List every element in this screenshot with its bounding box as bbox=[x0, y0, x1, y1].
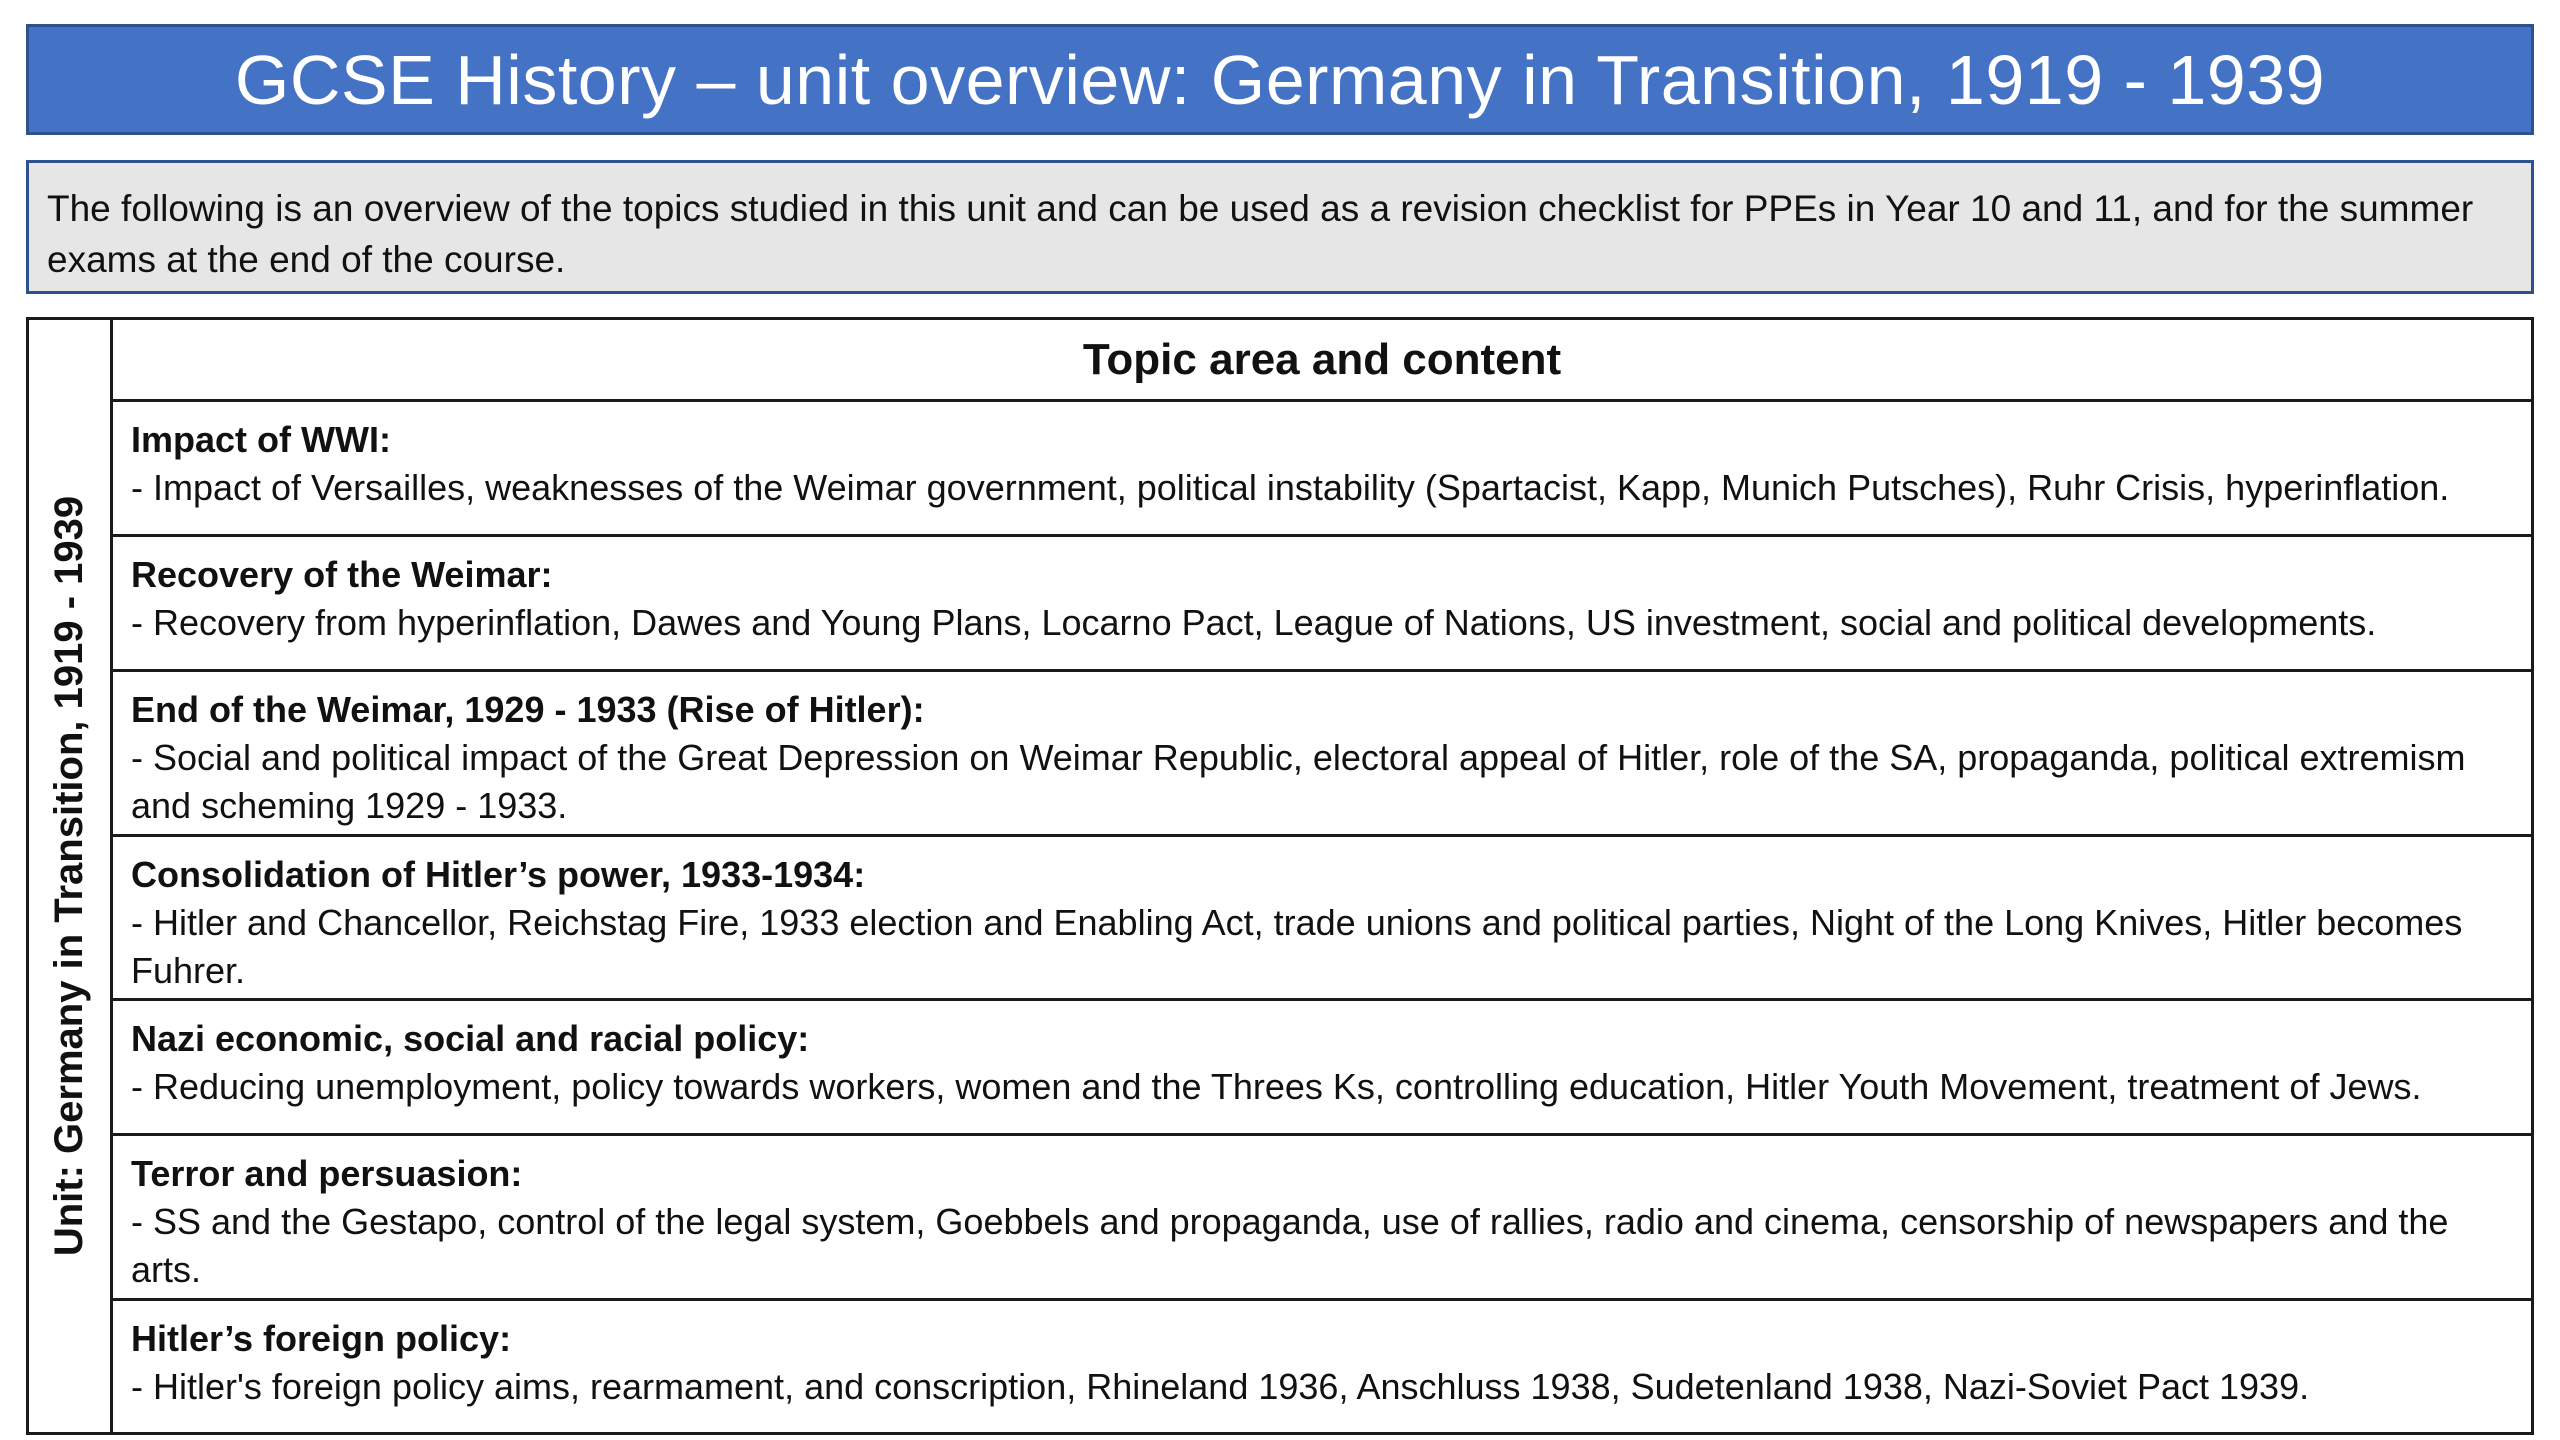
topic-row-terror-and-persuasion bbox=[113, 1136, 2531, 1301]
page-title: GCSE History – unit overview: Germany in Transition, 1919 - 1939 bbox=[234, 40, 2326, 119]
topic-content: - Hitler and Chancellor, Reichstag Fire, 1933 election and Enabling Act, trade unions and political parties, Night of the Long Knives, Hitler becomes Fuhrer. bbox=[131, 902, 2463, 991]
topic-title: Hitler’s foreign policy: bbox=[131, 1318, 512, 1359]
topic-title: Impact of WWI: bbox=[131, 419, 391, 460]
topic-row-recovery-of-weimar bbox=[113, 537, 2531, 672]
title-banner bbox=[26, 24, 2534, 135]
topic-row-nazi-policy bbox=[113, 1001, 2531, 1136]
unit-label: Unit: Germany in Transition, 1919 - 1939 bbox=[47, 495, 92, 1257]
topic-row-consolidation-of-power bbox=[113, 837, 2531, 1001]
intro-box bbox=[26, 160, 2534, 294]
unit-label-column bbox=[29, 320, 113, 1432]
topic-row-foreign-policy bbox=[113, 1301, 2531, 1432]
topic-content: - Impact of Versailles, weaknesses of the Weimar government, political instability (Spartacist, Kapp, Munich Putsches), Ruhr Crisis, hyperinflation. bbox=[131, 467, 2450, 508]
intro-text: The following is an overview of the topics studied in this unit and can be used as a revision checklist for PPEs in Year 10 and 11, and for the summer exams at the end of the course. bbox=[47, 188, 2474, 280]
topic-content: - SS and the Gestapo, control of the legal system, Goebbels and propaganda, use of rallies, radio and cinema, censorship of newspapers and the arts. bbox=[131, 1201, 2449, 1290]
topic-content: - Hitler's foreign policy aims, rearmament, and conscription, Rhineland 1936, Anschluss 1938, Sudetenland 1938, Nazi-Soviet Pact 1939. bbox=[131, 1366, 2310, 1407]
topic-content: - Social and political impact of the Great Depression on Weimar Republic, electoral appeal of Hitler, role of the SA, propaganda, political extremism and scheming 1929 - 1933. bbox=[131, 737, 2466, 826]
column-header: Topic area and content bbox=[113, 320, 2531, 402]
topics-column bbox=[113, 320, 2531, 1432]
topic-content: - Recovery from hyperinflation, Dawes and Young Plans, Locarno Pact, League of Nations, US investment, social and political developments. bbox=[131, 602, 2377, 643]
topic-title: Terror and persuasion: bbox=[131, 1153, 523, 1194]
topic-content: - Reducing unemployment, policy towards workers, women and the Threes Ks, controlling education, Hitler Youth Movement, treatment of Jews. bbox=[131, 1066, 2422, 1107]
topics-table bbox=[26, 317, 2534, 1435]
topic-title: Consolidation of Hitler’s power, 1933-1934: bbox=[131, 854, 866, 895]
topic-title: End of the Weimar, 1929 - 1933 (Rise of Hitler): bbox=[131, 689, 925, 730]
topic-title: Nazi economic, social and racial policy: bbox=[131, 1018, 810, 1059]
topic-row-end-of-weimar bbox=[113, 672, 2531, 837]
topic-title: Recovery of the Weimar: bbox=[131, 554, 553, 595]
topic-row-impact-of-wwi bbox=[113, 402, 2531, 537]
